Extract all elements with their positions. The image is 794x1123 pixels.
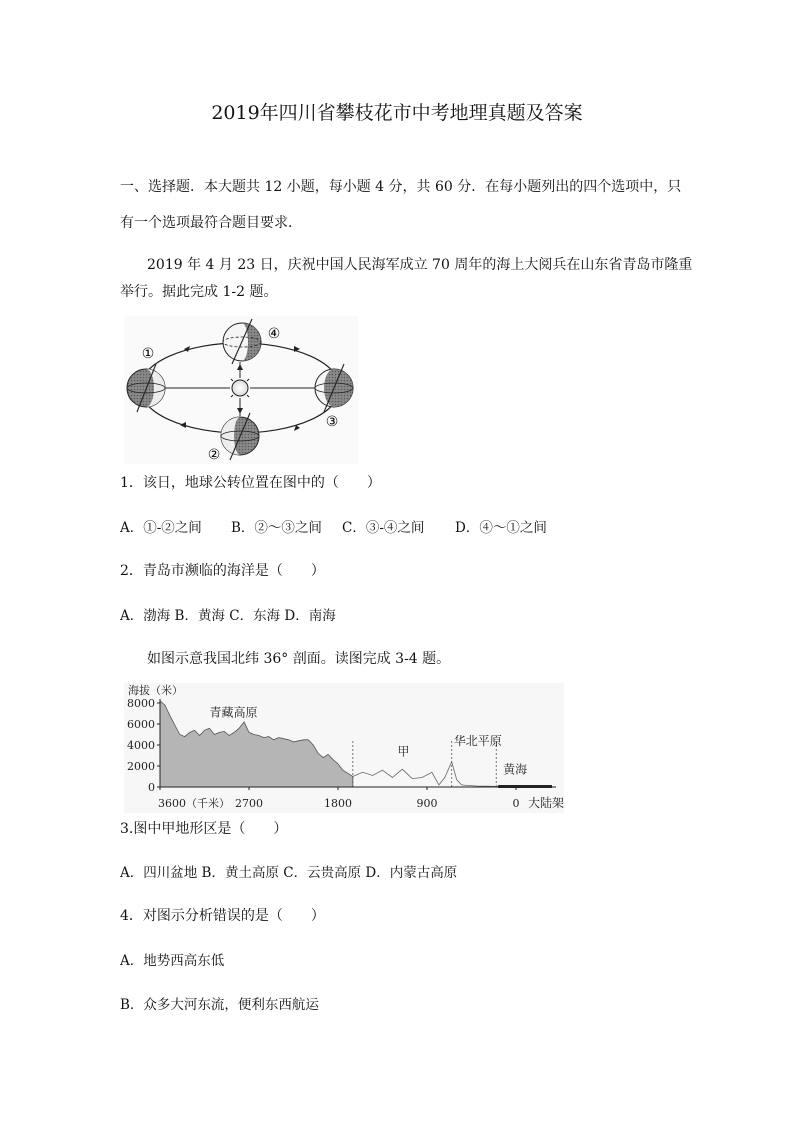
x-tick-label-3: 900	[416, 797, 438, 810]
question-4-option-a: A．地势西高东低	[120, 953, 225, 969]
question-1-option-a: A．①-②之间	[120, 520, 202, 536]
question-4-stem: 4．对图示分析错误的是（ ）	[120, 908, 325, 924]
question-4-option-b: B．众多大河东流，便利东西航运	[120, 997, 319, 1013]
section-instructions-line2: 有一个选项最符合题目要求．	[120, 215, 302, 231]
region-label-yellow-sea: 黄海	[503, 762, 528, 777]
region-label-north-china-plain: 华北平原	[453, 734, 502, 748]
position-label-3: ③	[325, 414, 339, 430]
x-tick-label-0: 3600（千米）	[158, 797, 230, 810]
question-1-stem: 1．该日，地球公转位置在图中的（ ）	[120, 475, 381, 491]
x-tick-label-1: 2700	[235, 797, 263, 810]
question-1-option-d: D．④～①之间	[455, 520, 547, 536]
y-tick-label-0: 8000	[127, 697, 155, 710]
question-2-options: A．渤海 B．黄海 C．东海 D．南海	[120, 608, 336, 624]
question-3-stem: 3.图中甲地形区是（ ）	[120, 821, 288, 837]
intro-paragraph-2: 如图示意我国北纬 36° 剖面。读图完成 3-4 题。	[147, 651, 451, 667]
y-tick-label-2: 4000	[127, 739, 155, 752]
continental-shelf-bar	[498, 785, 552, 788]
region-label-qinghai-tibet: 青藏高原	[209, 705, 258, 720]
x-tick-label-4: 0	[512, 797, 520, 810]
question-3-options: A．四川盆地 B．黄土高原 C．云贵高原 D．内蒙古高原	[120, 865, 458, 881]
question-1-option-b: B．②～③之间	[231, 520, 322, 536]
section-instructions-line1: 一、选择题．本大题共 12 小题，每小题 4 分，共 60 分．在每小题列出的四个选项中，只	[120, 179, 682, 195]
intro-paragraph-line1: 2019 年 4 月 23 日，庆祝中国人民海军成立 70 周年的海上大阅兵在山东省青岛市隆重	[147, 257, 693, 273]
earth-orbit-diagram	[124, 316, 358, 464]
x-tick-label-2: 1800	[324, 797, 352, 810]
elevation-profile-chart	[124, 683, 564, 813]
position-label-4: ④	[267, 326, 281, 342]
position-label-1: ①	[141, 346, 155, 362]
y-tick-label-3: 2000	[127, 760, 155, 773]
question-2-stem: 2．青岛市濒临的海洋是（ ）	[120, 563, 325, 579]
page-title: 2019年四川省攀枝花市中考地理真题及答案	[211, 102, 583, 124]
region-label-continental-shelf: 大陆架	[528, 796, 564, 810]
question-1-option-c: C．③-④之间	[342, 520, 425, 536]
y-tick-label-1: 6000	[127, 718, 155, 731]
y-tick-label-4: 0	[148, 781, 155, 794]
position-label-2: ②	[207, 447, 221, 463]
y-axis-title: 海拔（米）	[128, 684, 183, 697]
region-label-jia: 甲	[397, 744, 410, 759]
intro-paragraph-line2: 举行。据此完成 1-2 题。	[120, 284, 278, 300]
